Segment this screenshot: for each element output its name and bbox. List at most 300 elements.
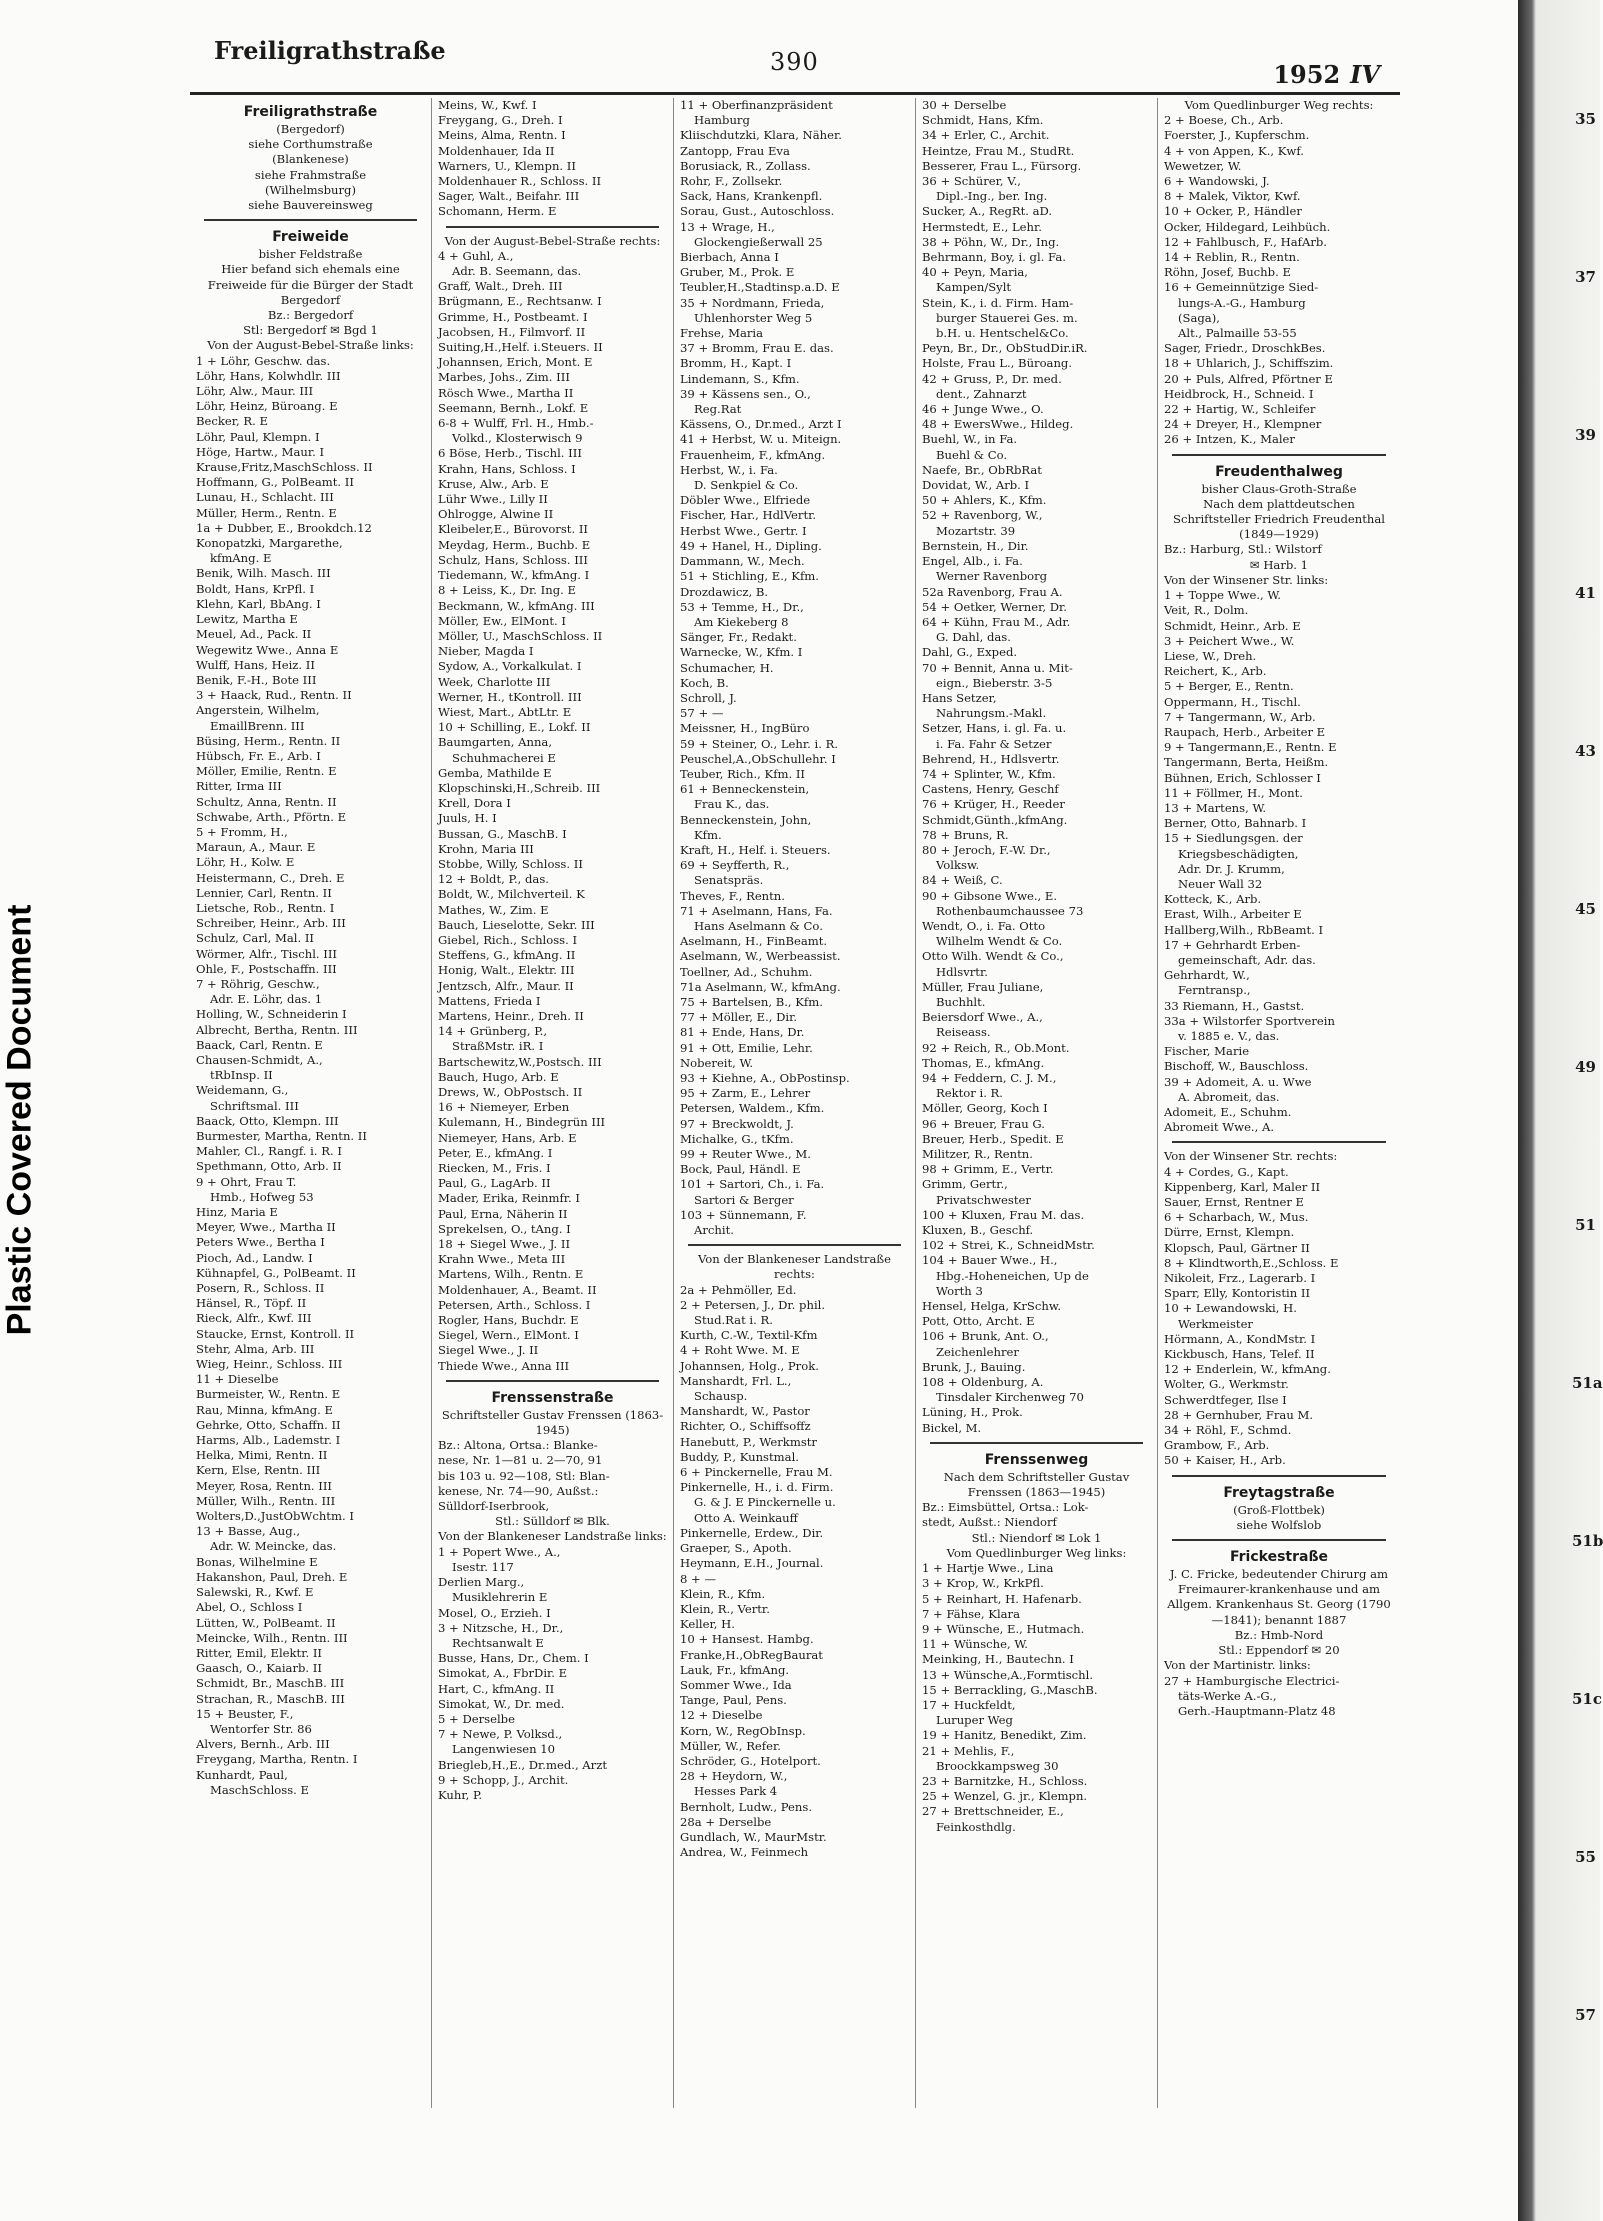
directory-entry: Hörmann, A., KondMstr. I xyxy=(1164,1331,1316,1346)
street-note: bisher Claus-Groth-Straße xyxy=(1201,481,1357,496)
directory-entry: Möller, Emilie, Rentn. E xyxy=(196,764,337,779)
directory-entry: Zantopp, Frau Eva xyxy=(680,143,790,158)
directory-entry: Benik, Wilh. Masch. III xyxy=(196,566,331,581)
directory-entry: Pinkernelle, H., i. d. Firm. xyxy=(680,1480,834,1495)
directory-entry: Raupach, Herb., Arbeiter E xyxy=(1164,724,1326,739)
column-2 xyxy=(432,98,674,2108)
street-note: siehe Wolfslob xyxy=(1236,1517,1322,1532)
directory-entry: Hoffmann, G., PolBeamt. II xyxy=(196,475,354,490)
directory-entry: 90 + Gibsone Wwe., E. xyxy=(922,888,1058,903)
directory-entry: Gerh.-Hauptmann-Platz 48 xyxy=(1178,1703,1336,1718)
directory-entry: 7 + Fähse, Klara xyxy=(922,1606,1021,1621)
directory-entry: 26 + Intzen, K., Maler xyxy=(1164,432,1295,447)
directory-entry: Glockengießerwall 25 xyxy=(694,234,823,249)
directory-entry: Benneckenstein, John, xyxy=(680,812,812,827)
directory-entry: Marbes, Johs., Zim. III xyxy=(438,370,570,385)
column-4 xyxy=(916,98,1158,2108)
directory-entry: Simokat, W., Dr. med. xyxy=(438,1696,565,1711)
directory-entry: Gundlach, W., MaurMstr. xyxy=(680,1829,827,1844)
directory-entry: Hbg.-Hoheneichen, Up de xyxy=(936,1268,1089,1283)
directory-entry: 7 + Röhrig, Geschw., xyxy=(196,976,320,991)
section-divider xyxy=(688,1244,901,1246)
directory-entry: 14 + Grünberg, P., xyxy=(438,1024,548,1039)
directory-entry: 5 + Derselbe xyxy=(438,1711,515,1726)
street-note: (Wilhelmsburg) xyxy=(264,182,356,197)
directory-entry: Schultz, Anna, Rentn. II xyxy=(196,794,337,809)
directory-entry: Adr. B. Seemann, das. xyxy=(452,264,582,279)
directory-entry: Petersen, Arth., Schloss. I xyxy=(438,1297,591,1312)
street-note: siehe Bauvereinsweg xyxy=(248,198,373,213)
directory-entry: 74 + Splinter, W., Kfm. xyxy=(922,766,1056,781)
directory-entry: 69 + Seyfferth, R., xyxy=(680,858,790,873)
directory-entry: Aselmann, H., FinBeamt. xyxy=(680,934,828,949)
directory-entry: Helka, Mimi, Rentn. II xyxy=(196,1448,328,1463)
directory-entry: Volksw. xyxy=(936,858,980,873)
directory-entry: Kunhardt, Paul, xyxy=(196,1767,288,1782)
street-heading: Frickestraße xyxy=(1229,1549,1329,1566)
directory-entry: Sager, Friedr., DroschkBes. xyxy=(1164,341,1326,356)
directory-entry: Meincke, Wilh., Rentn. III xyxy=(196,1630,348,1645)
directory-entry: Bartschewitz,W.,Postsch. III xyxy=(438,1054,602,1069)
directory-entry: 71a Aselmann, W., kfmAng. xyxy=(680,979,841,994)
directory-entry: Kfm. xyxy=(694,827,722,842)
directory-entry: Nieber, Magda I xyxy=(438,644,534,659)
directory-entry: Wentorfer Str. 86 xyxy=(210,1721,312,1736)
directory-entry: Döbler Wwe., Elfriede xyxy=(680,493,811,508)
directory-entry: Rieck, Alfr., Kwf. III xyxy=(196,1311,312,1326)
directory-entry: Nobereit, W. xyxy=(680,1055,754,1070)
directory-entry: Breuer, Herb., Spedit. E xyxy=(922,1131,1064,1146)
directory-entry: Dürre, Ernst, Klempn. xyxy=(1164,1225,1295,1240)
directory-entry: Moldenhauer, A., Beamt. II xyxy=(438,1282,597,1297)
street-heading: Frenssenstraße xyxy=(491,1389,614,1406)
edge-number: 57 xyxy=(1575,2006,1596,2024)
directory-entry: Dovidat, W., Arb. I xyxy=(922,478,1030,493)
directory-entry: Niemeyer, Hans, Arb. E xyxy=(438,1130,577,1145)
directory-entry: Kliischdutzki, Klara, Näher. xyxy=(680,128,842,143)
directory-entry: Lüning, H., Prok. xyxy=(922,1405,1023,1420)
directory-entry: Meyer, Wwe., Martha II xyxy=(196,1220,336,1235)
directory-entry: Schwabe, Arth., Pförtn. E xyxy=(196,809,347,824)
directory-entry: Müller, Herm., Rentn. E xyxy=(196,505,337,520)
directory-entry: Maraun, A., Maur. E xyxy=(196,840,316,855)
directory-entry: Thiede Wwe., Anna III xyxy=(438,1358,570,1373)
directory-entry: 104 + Bauer Wwe., H., xyxy=(922,1253,1058,1268)
directory-entry: Pott, Otto, Archt. E xyxy=(922,1314,1035,1329)
directory-entry: Baack, Otto, Klempn. III xyxy=(196,1113,339,1128)
directory-entry: Siegel, Wern., ElMont. I xyxy=(438,1328,579,1343)
directory-entry: Kleibeler,E., Bürovorst. II xyxy=(438,522,588,537)
directory-entry: 5 + Berger, E., Rentn. xyxy=(1164,679,1294,694)
directory-entry: 10 + Hansest. Hambg. xyxy=(680,1632,814,1647)
directory-entry: Koch, B. xyxy=(680,675,729,690)
directory-entry: Klein, R., Kfm. xyxy=(680,1586,766,1601)
edge-number: 35 xyxy=(1575,110,1596,128)
directory-entry: Alt., Palmaille 53-55 xyxy=(1178,326,1297,341)
directory-entry: 50 + Kaiser, H., Arb. xyxy=(1164,1453,1286,1468)
header-year-volume xyxy=(1273,60,1380,89)
directory-entry: 64 + Kühn, Frau M., Adr. xyxy=(922,614,1071,629)
directory-entry: Mader, Erika, Reinmfr. I xyxy=(438,1191,580,1206)
directory-entry: 15 + Siedlungsgen. der xyxy=(1164,831,1303,846)
directory-entry: Bussan, G., MaschB. I xyxy=(438,826,567,841)
directory-entry: 57 + — xyxy=(680,706,724,721)
directory-entry: 8 + Leiss, K., Dr. Ing. E xyxy=(438,583,576,598)
directory-entry: Bickel, M. xyxy=(922,1420,982,1435)
directory-entry: 18 + Uhlarich, J., Schiffszim. xyxy=(1164,356,1334,371)
directory-entry: MaschSchloss. E xyxy=(210,1782,310,1797)
directory-entry: Ritter, Irma III xyxy=(196,779,282,794)
edge-number: 51a xyxy=(1572,1374,1603,1392)
directory-entry: 54 + Oetker, Werner, Dr. xyxy=(922,599,1067,614)
directory-entry: 99 + Reuter Wwe., M. xyxy=(680,1147,811,1162)
directory-entry: 33a + Wilstorfer Sportverein xyxy=(1164,1013,1335,1028)
directory-entry: Krahn, Hans, Schloss. I xyxy=(438,461,576,476)
directory-entry: 42 + Gruss, P., Dr. med. xyxy=(922,371,1062,386)
directory-entry: 78 + Bruns, R. xyxy=(922,827,1009,842)
directory-columns xyxy=(190,98,1400,2108)
directory-entry: Gaasch, O., Kaiarb. II xyxy=(196,1661,322,1676)
directory-entry: 17 + Huckfeldt, xyxy=(922,1697,1016,1712)
directory-entry: Bromm, H., Kapt. I xyxy=(680,356,792,371)
directory-entry: 33 Riemann, H., Gastst. xyxy=(1164,998,1305,1013)
directory-entry: tRbInsp. II xyxy=(210,1068,273,1083)
directory-entry: Holling, W., Schneiderin I xyxy=(196,1007,347,1022)
directory-entry: Johannsen, Holg., Prok. xyxy=(680,1358,819,1373)
directory-entry: Isestr. 117 xyxy=(452,1559,514,1574)
directory-entry: Drews, W., ObPostsch. II xyxy=(438,1085,583,1099)
directory-entry: Bühnen, Erich, Schlosser I xyxy=(1164,770,1321,785)
directory-entry: Möller, U., MaschSchloss. II xyxy=(438,628,603,643)
directory-entry: Warners, U., Klempn. II xyxy=(438,158,576,173)
street-note: Von der August-Bebel-Straße rechts: xyxy=(444,233,661,248)
directory-entry: Albrecht, Bertha, Rentn. III xyxy=(196,1022,358,1037)
directory-entry: Sauer, Ernst, Rentner E xyxy=(1164,1195,1305,1210)
directory-entry: Röhn, Josef, Buchb. E xyxy=(1164,265,1291,280)
directory-entry: Müller, W., Refer. xyxy=(680,1738,781,1753)
directory-entry: Klopsch, Paul, Gärtner II xyxy=(1164,1240,1310,1255)
directory-entry: (Saga), xyxy=(1178,310,1220,325)
directory-entry: 2a + Pehmöller, Ed. xyxy=(680,1282,797,1297)
directory-entry: Wolters,D.,JustObWchtm. I xyxy=(196,1509,354,1524)
directory-entry: Meins, W., Kwf. I xyxy=(438,98,537,112)
directory-entry: 20 + Puls, Alfred, Pförtner E xyxy=(1164,371,1333,386)
directory-entry: Bz.: Harburg, Stl.: Wilstorf xyxy=(1164,542,1322,557)
directory-entry: Kässens, O., Dr.med., Arzt I xyxy=(680,417,842,432)
directory-entry: 101 + Sartori, Ch., i. Fa. xyxy=(680,1177,825,1192)
directory-entry: Pinkernelle, Erdew., Dir. xyxy=(680,1525,824,1540)
directory-entry: Sartori & Berger xyxy=(694,1192,794,1207)
directory-entry: 28 + Heydorn, W., xyxy=(680,1769,788,1784)
directory-entry: Kickbusch, Hans, Telef. II xyxy=(1164,1347,1315,1362)
directory-entry: 3 + Haack, Rud., Rentn. II xyxy=(196,688,352,703)
directory-entry: 5 + Reinhart, H. Hafenarb. xyxy=(922,1591,1082,1606)
section-divider xyxy=(1172,454,1386,456)
directory-entry: Hänsel, R., Töpf. II xyxy=(196,1296,307,1311)
directory-entry: Engel, Alb., i. Fa. xyxy=(922,554,1023,569)
directory-entry: Löhr, H., Kolw. E xyxy=(196,855,295,870)
directory-entry: 61 + Benneckenstein, xyxy=(680,782,810,797)
directory-entry: Bz.: Altona, Ortsa.: Blanke- xyxy=(438,1438,598,1453)
directory-entry: b.H. u. Hentschel&Co. xyxy=(936,326,1069,341)
street-note: Vom Quedlinburger Weg links: xyxy=(946,1545,1127,1560)
directory-entry: Peyn, Br., Dr., ObStudDir.iR. xyxy=(922,341,1088,356)
directory-entry: 12 + Boldt, P., das. xyxy=(438,872,549,887)
directory-entry: Büsing, Herm., Rentn. II xyxy=(196,733,341,748)
directory-entry: Herbst, W., i. Fa. xyxy=(680,462,778,477)
directory-entry: Manshardt, W., Pastor xyxy=(680,1404,810,1419)
street-note: Stl.: Sülldorf ✉ Blk. xyxy=(495,1514,610,1529)
directory-entry: 35 + Nordmann, Frieda, xyxy=(680,295,825,310)
directory-entry: Meins, Alma, Rentn. I xyxy=(438,128,566,143)
directory-entry: Stud.Rat i. R. xyxy=(694,1313,773,1328)
directory-entry: Krohn, Maria III xyxy=(438,841,534,856)
directory-entry: Behrend, H., Hdlsvertr. xyxy=(922,751,1060,766)
header-year: 1952 xyxy=(1273,60,1341,89)
directory-entry: Werner, H., tKontroll. III xyxy=(438,689,582,704)
directory-entry: Posern, R., Schloss. II xyxy=(196,1281,325,1296)
directory-entry: 94 + Feddern, C. J. M., xyxy=(922,1071,1057,1085)
directory-entry: 108 + Oldenburg, A. xyxy=(922,1375,1044,1390)
directory-entry: Alvers, Bernh., Arb. III xyxy=(196,1737,330,1752)
header-street: Freiligrathstraße xyxy=(214,36,446,65)
directory-entry: Johannsen, Erich, Mont. E xyxy=(438,355,593,370)
directory-entry: Hakanshon, Paul, Dreh. E xyxy=(196,1569,348,1584)
street-note: Vom Quedlinburger Weg rechts: xyxy=(1184,98,1374,112)
directory-entry: Burmeister, W., Rentn. E xyxy=(196,1387,341,1402)
directory-entry: Lunau, H., Schlacht. III xyxy=(196,490,334,505)
directory-entry: Mosel, O., Erzieh. I xyxy=(438,1605,551,1620)
directory-entry: Kluxen, B., Geschf. xyxy=(922,1223,1034,1238)
directory-entry: Derlien Marg., xyxy=(438,1575,525,1590)
directory-entry: kfmAng. E xyxy=(210,551,272,566)
directory-entry: Kampen/Sylt xyxy=(936,280,1012,295)
directory-entry: Schriftsmal. III xyxy=(210,1098,299,1113)
directory-entry: Buddy, P., Kunstmal. xyxy=(680,1449,799,1464)
directory-entry: Briegleb,H.,E., Dr.med., Arzt xyxy=(438,1757,607,1772)
directory-entry: Buehl, W., in Fa. xyxy=(922,432,1018,447)
directory-entry: Schroll, J. xyxy=(680,690,737,705)
directory-entry: Schreiber, Heinr., Arb. III xyxy=(196,916,346,931)
directory-entry: 12 + Enderlein, W., kfmAng. xyxy=(1164,1362,1331,1377)
directory-entry: Militzer, R., Rentn. xyxy=(922,1147,1033,1162)
directory-entry: 2 + Boese, Ch., Arb. xyxy=(1164,113,1284,128)
directory-entry: Moldenhauer, Ida II xyxy=(438,143,555,158)
directory-entry: Beckmann, W., kfmAng. III xyxy=(438,598,595,613)
street-note: Von der August-Bebel-Straße links: xyxy=(207,338,414,353)
directory-entry: Simokat, A., FbrDir. E xyxy=(438,1666,568,1681)
directory-entry: Hans Aselmann & Co. xyxy=(694,918,823,933)
directory-entry: Schausp. xyxy=(694,1389,748,1404)
directory-entry: Kulemann, H., Bindegrün III xyxy=(438,1115,606,1130)
directory-entry: 10 + Lewandowski, H. xyxy=(1164,1301,1297,1316)
directory-entry: Thomas, E., kfmAng. xyxy=(922,1055,1045,1070)
directory-entry: Richter, O., Schiffsoffz xyxy=(680,1419,811,1434)
directory-entry: Ritter, Emil, Elektr. II xyxy=(196,1645,323,1660)
directory-entry: Stobbe, Willy, Schloss. II xyxy=(438,856,583,871)
directory-entry: 14 + Reblin, R., Rentn. xyxy=(1164,250,1300,265)
directory-entry: Reg.Rat xyxy=(694,402,742,417)
directory-entry: 40 + Peyn, Maria, xyxy=(922,265,1028,280)
directory-entry: Sommer Wwe., Ida xyxy=(680,1677,792,1692)
directory-entry: Rohr, F., Zollsekr. xyxy=(680,174,783,189)
directory-entry: Becker, R. E xyxy=(196,414,268,429)
directory-entry: Wendt, O., i. Fa. Otto xyxy=(922,918,1046,933)
directory-entry: Freygang, G., Dreh. I xyxy=(438,113,563,128)
directory-entry: Nikoleit, Frz., Lagerarb. I xyxy=(1164,1271,1316,1286)
directory-entry: Giebel, Rich., Schloss. I xyxy=(438,932,578,947)
directory-entry: Musiklehrerin E xyxy=(452,1590,548,1605)
street-note: (Blankenese) xyxy=(272,152,349,167)
directory-entry: Langenwiesen 10 xyxy=(452,1742,556,1757)
edge-number: 45 xyxy=(1575,900,1596,918)
section-divider xyxy=(930,1442,1143,1444)
street-note: Stl.: Eppendorf ✉ 20 xyxy=(1218,1643,1340,1658)
directory-entry: Rösch Wwe., Martha II xyxy=(438,385,574,400)
directory-entry: nese, Nr. 1—81 u. 2—70, 91 xyxy=(438,1453,603,1468)
directory-entry: 15 + Berrackling, G.,MaschB. xyxy=(922,1682,1098,1697)
directory-entry: Spethmann, Otto, Arb. II xyxy=(196,1159,342,1174)
directory-entry: Fischer, Har., HdlVertr. xyxy=(680,508,817,523)
directory-entry: Stehr, Alma, Arb. III xyxy=(196,1341,315,1356)
directory-entry: Bock, Paul, Händl. E xyxy=(680,1162,801,1177)
directory-entry: Sack, Hans, Krankenpfl. xyxy=(680,189,823,204)
header-rule xyxy=(190,92,1400,95)
directory-entry: 9 + Tangermann,E., Rentn. E xyxy=(1164,740,1337,755)
directory-entry: Adr. W. Meincke, das. xyxy=(210,1539,337,1554)
directory-entry: Dahl, G., Exped. xyxy=(922,645,1018,660)
directory-entry: Weidemann, G., xyxy=(196,1083,289,1098)
directory-entry: Rechtsanwalt E xyxy=(452,1635,544,1650)
directory-entry: Seemann, Bernh., Lokf. E xyxy=(438,400,589,415)
directory-entry: Michalke, G., tKfm. xyxy=(680,1131,794,1146)
directory-entry: Mahler, Cl., Rangf. i. R. I xyxy=(196,1144,342,1159)
directory-entry: Meissner, H., IngBüro xyxy=(680,721,810,736)
directory-entry: Tiedemann, W., kfmAng. I xyxy=(438,568,590,583)
directory-entry: 11 + Dieselbe xyxy=(196,1372,279,1387)
directory-entry: 8 + Malek, Viktor, Kwf. xyxy=(1164,189,1301,204)
street-note: Schriftsteller Gustav Frenssen (1863-1945) xyxy=(441,1407,664,1438)
directory-entry: Hmb., Hofweg 53 xyxy=(210,1189,314,1204)
directory-entry: Schmidt, Heinr., Arb. E xyxy=(1164,618,1301,633)
directory-entry: Abromeit Wwe., A. xyxy=(1164,1120,1275,1135)
directory-entry: Bernholt, Ludw., Pens. xyxy=(680,1799,813,1814)
edge-numbers xyxy=(1572,110,1603,2044)
directory-entry: 34 + Erler, C., Archit. xyxy=(922,128,1050,143)
directory-entry: 52 + Ravenborg, W., xyxy=(922,508,1043,523)
directory-entry: Petersen, Waldem., Kfm. xyxy=(680,1101,825,1116)
directory-entry: Dipl.-Ing., ber. Ing. xyxy=(936,189,1048,204)
directory-entry: 4 + Guhl, A., xyxy=(438,248,514,263)
section-divider xyxy=(1172,1539,1386,1541)
section-divider xyxy=(446,1380,659,1382)
directory-entry: 9 + Schopp, J., Archit. xyxy=(438,1772,569,1787)
directory-entry: Oppermann, H., Tischl. xyxy=(1164,694,1301,709)
directory-entry: Busse, Hans, Dr., Chem. I xyxy=(438,1651,589,1666)
directory-entry: Wegewitz Wwe., Anna E xyxy=(196,642,339,657)
directory-entry: Keller, H. xyxy=(680,1617,735,1632)
directory-entry: Chausen-Schmidt, A., xyxy=(196,1052,323,1067)
directory-entry: Hamburg xyxy=(694,113,750,128)
edge-number: 43 xyxy=(1575,742,1596,760)
directory-entry: Bonas, Wilhelmine E xyxy=(196,1554,318,1569)
directory-entry: 13 + Wünsche,A.,Formtischl. xyxy=(922,1667,1094,1682)
directory-entry: Benik, F.-H., Bote III xyxy=(196,672,317,687)
directory-entry: Martens, Heinr., Dreh. II xyxy=(438,1008,584,1023)
directory-entry: 28 + Gernhuber, Frau M. xyxy=(1164,1407,1314,1422)
directory-entry: Krell, Dora I xyxy=(438,796,511,811)
directory-entry: 30 + Derselbe xyxy=(922,98,1007,112)
directory-entry: 50 + Ahlers, K., Kfm. xyxy=(922,493,1047,508)
directory-entry: Gehrhardt, W., xyxy=(1164,968,1250,983)
directory-entry: Toellner, Ad., Schuhm. xyxy=(680,964,813,979)
directory-entry: Dammann, W., Mech. xyxy=(680,554,805,569)
directory-entry: 100 + Kluxen, Frau M. das. xyxy=(922,1207,1085,1222)
directory-entry: Buchhlt. xyxy=(936,994,986,1009)
directory-entry: 22 + Hartig, W., Schleifer xyxy=(1164,402,1316,417)
directory-entry: Löhr, Paul, Klempn. I xyxy=(196,429,320,444)
directory-entry: Neuer Wall 32 xyxy=(1178,876,1263,891)
directory-entry: Holste, Frau L., Büroang. xyxy=(922,356,1073,371)
directory-entry: 92 + Reich, R., Ob.Mont. xyxy=(922,1040,1070,1055)
directory-entry: 6 + Wandowski, J. xyxy=(1164,174,1270,189)
directory-entry: Steffens, G., kfmAng. II xyxy=(438,948,576,963)
directory-entry: Juuls, H. I xyxy=(438,811,497,826)
directory-entry: 19 + Hanitz, Benedikt, Zim. xyxy=(922,1728,1087,1743)
directory-entry: Sprekelsen, O., tAng. I xyxy=(438,1221,571,1236)
directory-entry: Schuhmacherei E xyxy=(452,750,556,765)
directory-entry: 37 + Bromm, Frau E. das. xyxy=(680,341,834,356)
directory-entry: Adomeit, E., Schuhm. xyxy=(1164,1105,1292,1119)
directory-entry: 3 + Peichert Wwe., W. xyxy=(1164,633,1295,648)
directory-entry: Wulff, Hans, Heiz. II xyxy=(196,657,315,672)
directory-entry: 13 + Basse, Aug., xyxy=(196,1524,301,1539)
directory-entry: Peuschel,A.,ObSchullehr. I xyxy=(680,751,836,766)
directory-entry: Von der Martinistr. links: xyxy=(1164,1658,1311,1673)
directory-entry: lungs-A.-G., Hamburg xyxy=(1178,295,1306,310)
directory-entry: Hart, C., kfmAng. II xyxy=(438,1681,555,1696)
street-note: Nach dem Schriftsteller Gustav Frenssen (1863—1945) xyxy=(943,1469,1130,1500)
section-divider xyxy=(1172,1475,1386,1477)
column-1 xyxy=(190,98,432,2108)
street-note: Von der Blankeneser Landstraße links: xyxy=(438,1529,667,1544)
directory-entry: Foerster, J., Kupferschm. xyxy=(1164,128,1310,143)
directory-entry: 13 + Wrage, H., xyxy=(680,219,775,234)
directory-entry: Heistermann, C., Dreh. E xyxy=(196,870,345,885)
directory-entry: 6 + Pinckernelle, Frau M. xyxy=(680,1465,833,1480)
directory-entry: Höge, Hartw., Maur. I xyxy=(196,444,325,459)
directory-entry: 24 + Dreyer, H., Klempner xyxy=(1164,417,1322,432)
directory-entry: Ohle, F., Postschaffn. III xyxy=(196,961,337,976)
edge-number: 51 xyxy=(1575,1216,1596,1234)
directory-entry: Salewski, R., Kwf. E xyxy=(196,1585,314,1600)
directory-entry: Drozdawicz, B. xyxy=(680,584,769,599)
directory-entry: 49 + Hanel, H., Dipling. xyxy=(680,538,822,553)
directory-entry: Löhr, Alw., Maur. III xyxy=(196,384,314,399)
directory-entry: Kruse, Alw., Arb. E xyxy=(438,476,549,491)
directory-entry: eign., Bieberstr. 3-5 xyxy=(936,675,1053,690)
directory-entry: 75 + Bartelsen, B., Kfm. xyxy=(680,994,823,1009)
directory-entry: Worth 3 xyxy=(936,1283,983,1298)
directory-entry: 93 + Kiehne, A., ObPostinsp. xyxy=(680,1071,850,1085)
directory-entry: Baumgarten, Anna, xyxy=(438,735,553,750)
directory-entry: 39 + Adomeit, A. u. Wwe xyxy=(1164,1074,1312,1089)
edge-number: 51b xyxy=(1572,1532,1603,1550)
directory-entry: Boldt, W., Milchverteil. K xyxy=(438,887,585,902)
directory-entry: Löhr, Hans, Kolwhdlr. III xyxy=(196,368,341,383)
directory-entry: Volkd., Klosterwisch 9 xyxy=(452,431,583,446)
directory-entry: Lauk, Fr., kfmAng. xyxy=(680,1662,790,1677)
